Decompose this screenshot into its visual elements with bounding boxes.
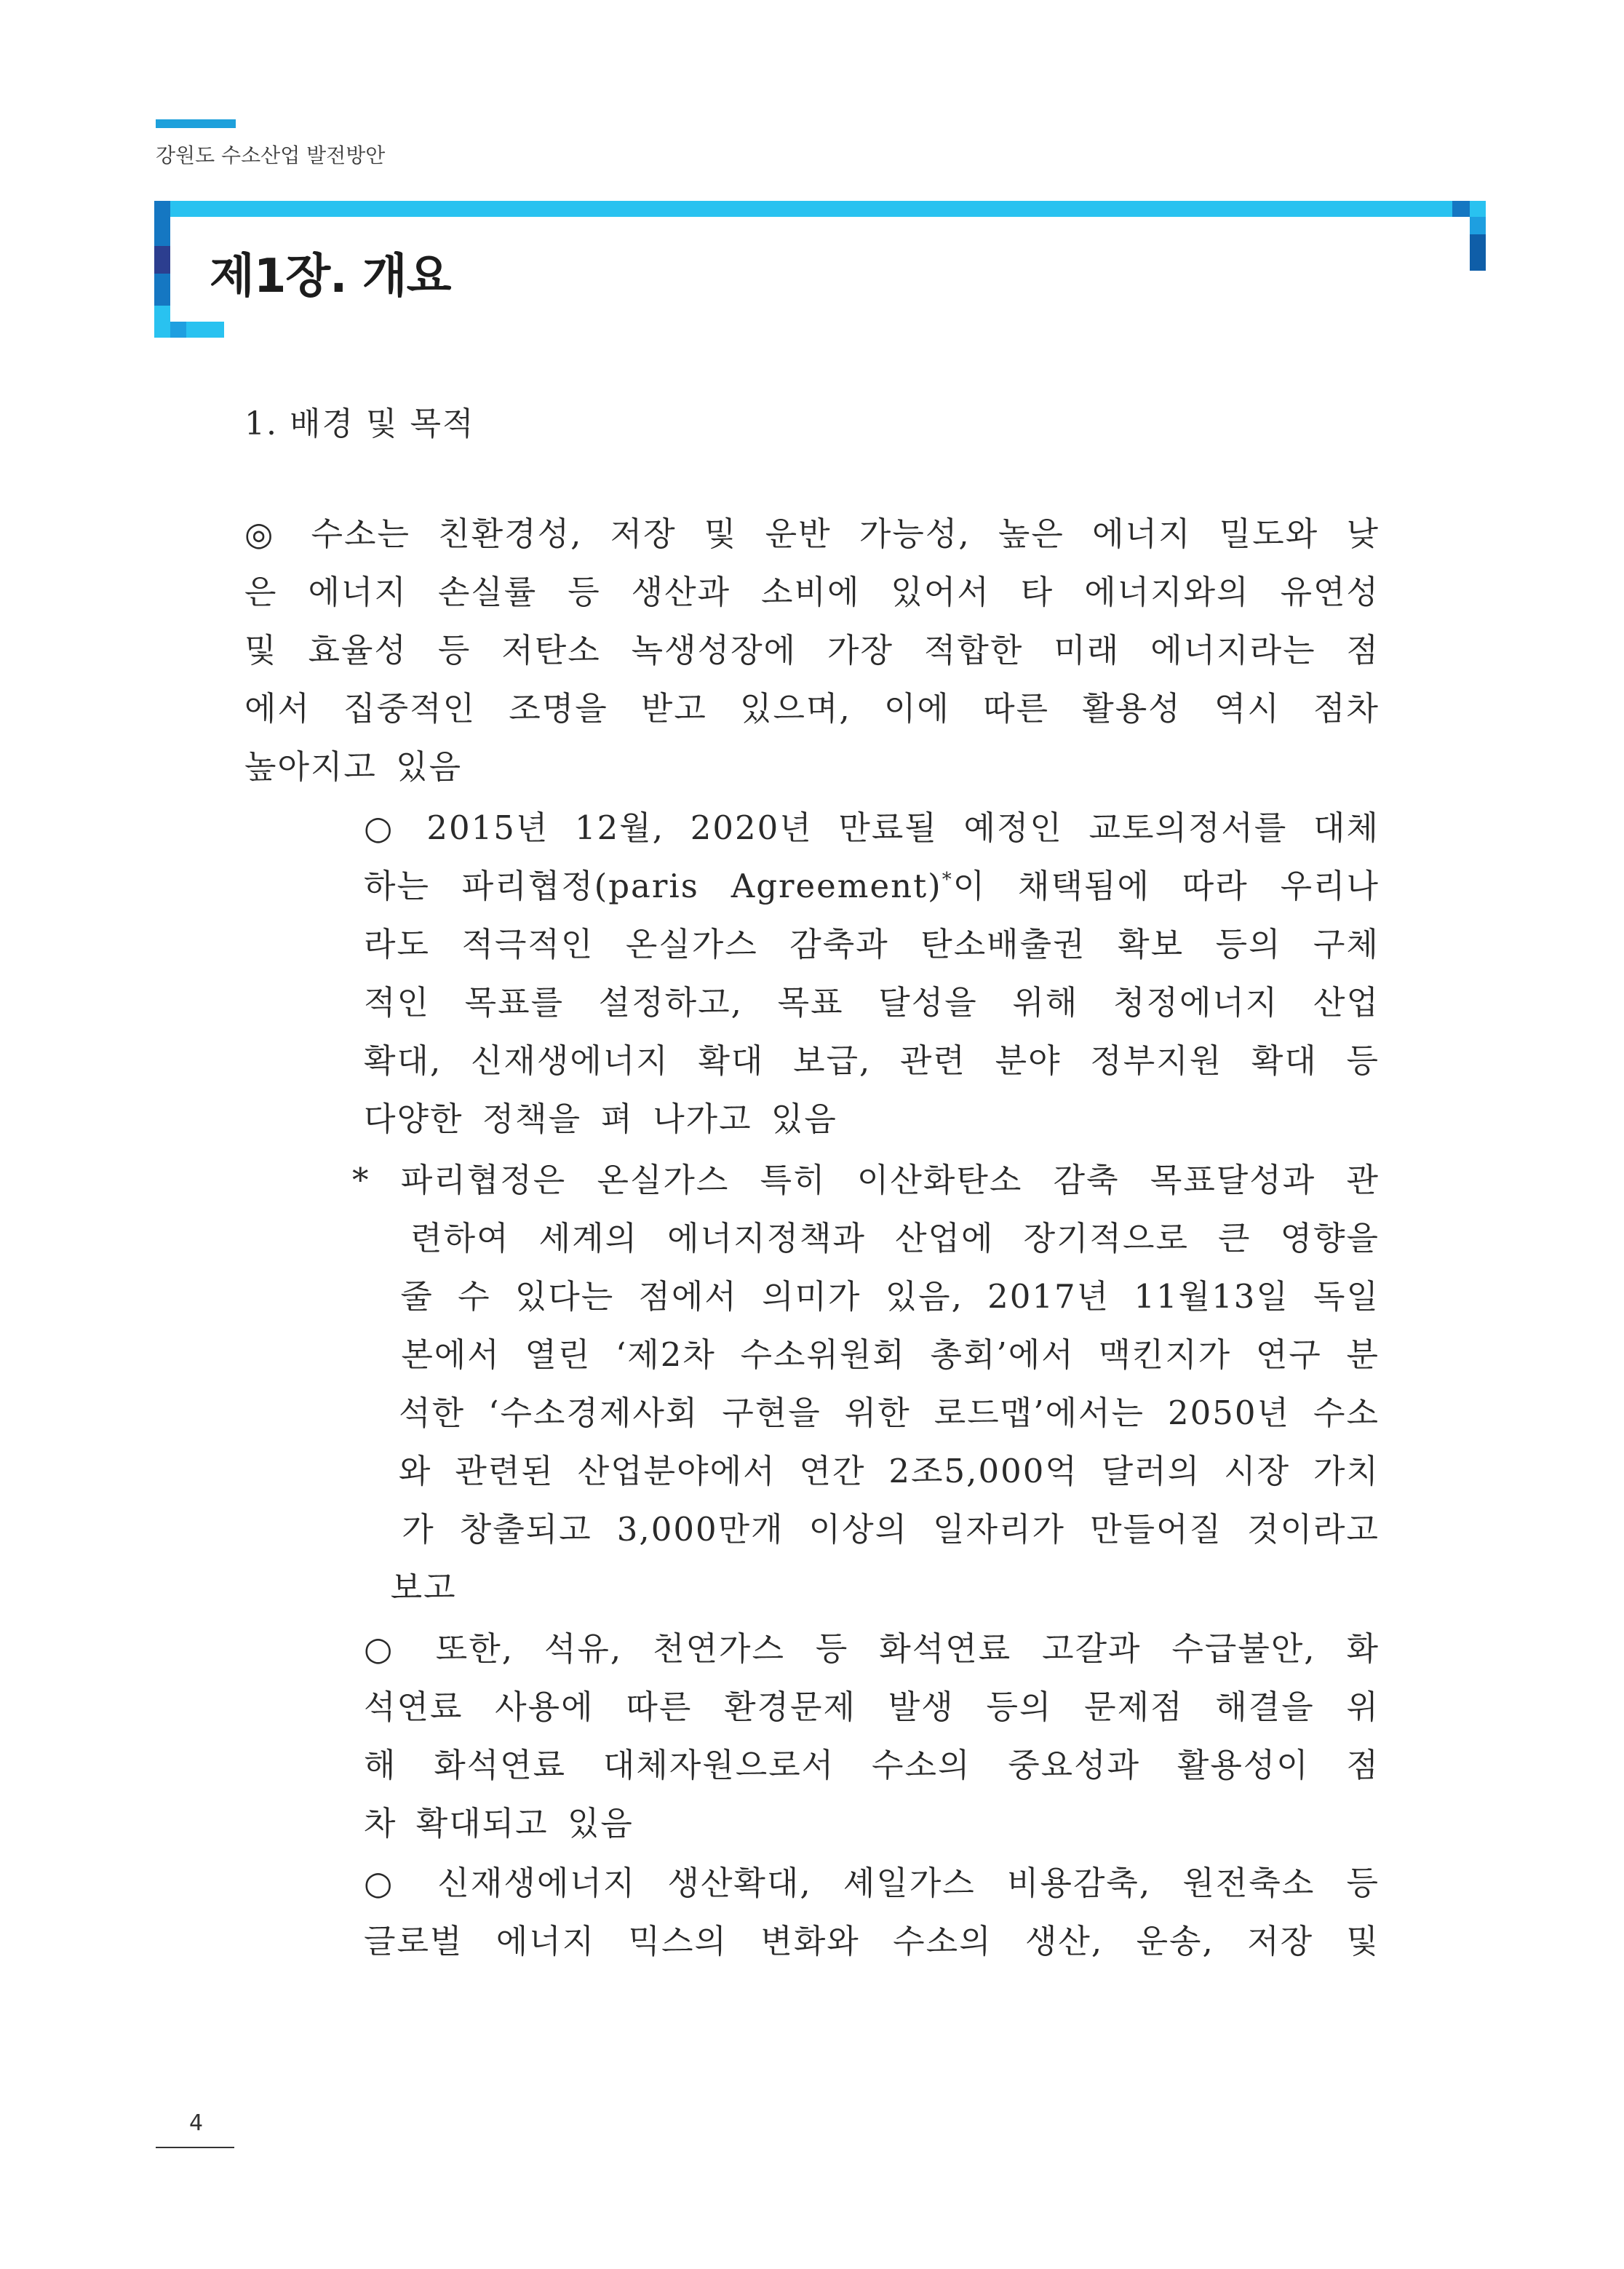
frame-left-segment-3: [154, 274, 170, 306]
frame-left-segment-2: [154, 246, 170, 274]
paragraph-line: 적인 목표를 설정하고, 목표 달성을 위해 청정에너지 산업: [364, 983, 1380, 1022]
paragraph-line: 석연료 사용에 따른 환경문제 발생 등의 문제점 해결을 위: [364, 1688, 1380, 1726]
paragraph-line: 높아지고 있음: [244, 747, 463, 786]
line-text-after-mark: 이 채택됨에 따라 우리나: [952, 867, 1380, 905]
frame-left-segment-1: [154, 217, 170, 246]
paragraph-line: 다양한 정책을 펴 나가고 있음: [364, 1100, 837, 1138]
footnote-line: 가 창출되고 3,000만개 이상의 일자리가 만들어질 것이라고: [352, 1510, 1380, 1549]
page-number-rule: [156, 2147, 234, 2148]
paragraph-line: 은 에너지 손실률 등 생산과 소비에 있어서 타 에너지와의 유연성: [244, 573, 1380, 611]
frame-bottom-segment-1: [170, 322, 186, 338]
frame-top-bar: [170, 201, 1471, 217]
footnote-mark: *: [942, 869, 953, 891]
page-number: 4: [189, 2110, 204, 2136]
paragraph-line: ○ 2015년 12월, 2020년 만료될 예정인 교토의정서를 대체: [364, 808, 1380, 847]
chapter-title: 제1장. 개요: [210, 250, 451, 303]
paragraph-line: 에서 집중적인 조명을 받고 있으며, 이에 따른 활용성 역시 점차: [244, 689, 1380, 728]
header-accent-bar: [156, 119, 236, 128]
footnote-line: 줄 수 있다는 점에서 의미가 있음, 2017년 11월13일 독일: [352, 1277, 1380, 1316]
section-heading: 1. 배경 및 목적: [244, 405, 475, 442]
sub-paragraph-energy-mix: [364, 1854, 1380, 1971]
paragraph-line: 차 확대되고 있음: [364, 1804, 634, 1843]
footnote-paragraph: [352, 1151, 1380, 1617]
paragraph-line: ◎ 수소는 친환경성, 저장 및 운반 가능성, 높은 에너지 밀도와 낮: [244, 514, 1380, 553]
frame-left-segment-4: [154, 306, 170, 338]
running-header-title: 강원도 수소산업 발전방안: [156, 143, 386, 167]
footnote-line: 본에서 열린 ‘제2차 수소위원회 총회’에서 맥킨지가 연구 분: [352, 1335, 1380, 1374]
frame-right-segment-mid: [1470, 217, 1486, 234]
frame-top-right-segment: [1452, 201, 1471, 217]
footnote-line: 련하여 세계의 에너지정책과 산업에 장기적으로 큰 영향을: [352, 1219, 1380, 1257]
footnote-line: 보고: [352, 1568, 457, 1607]
sub-paragraph-paris-agreement: [364, 799, 1380, 1148]
paragraph-line: ○ 신재생에너지 생산확대, 셰일가스 비용감축, 원전축소 등: [364, 1864, 1380, 1902]
footnote-line: * 파리협정은 온실가스 특히 이산화탄소 감축 목표달성과 관: [352, 1161, 1380, 1199]
paragraph-line: 글로벌 에너지 믹스의 변화와 수소의 생산, 운송, 저장 및: [364, 1922, 1380, 1960]
paragraph-line: 및 효율성 등 저탄소 녹생성장에 가장 적합한 미래 에너지라는 점: [244, 631, 1380, 669]
frame-right-segment-dark: [1470, 234, 1486, 271]
paragraph-line: 해 화석연료 대체자원으로서 수소의 중요성과 활용성이 점: [364, 1746, 1380, 1784]
footnote-line: 와 관련된 산업분야에서 연간 2조5,000억 달러의 시장 가치: [352, 1452, 1380, 1490]
line-text-before-mark: 하는 파리협정(paris Agreement): [364, 867, 942, 905]
paragraph-line: 라도 적극적인 온실가스 감축과 탄소배출권 확보 등의 구체: [364, 925, 1380, 963]
paragraph-line: 확대, 신재생에너지 확대 보급, 관련 분야 정부지원 확대 등: [364, 1041, 1380, 1080]
chapter-title-frame: [154, 201, 1486, 346]
frame-corner-top-left: [154, 201, 170, 217]
main-paragraph: [244, 505, 1380, 796]
paragraph-line-with-footnote-mark: [364, 857, 1380, 915]
footnote-line: 석한 ‘수소경제사회 구현을 위한 로드맵’에서는 2050년 수소: [352, 1394, 1380, 1432]
sub-paragraph-fossil-fuels: [364, 1620, 1380, 1853]
paragraph-line: ○ 또한, 석유, 천연가스 등 화석연료 고갈과 수급불안, 화: [364, 1629, 1380, 1668]
frame-bottom-segment-2: [186, 322, 224, 338]
